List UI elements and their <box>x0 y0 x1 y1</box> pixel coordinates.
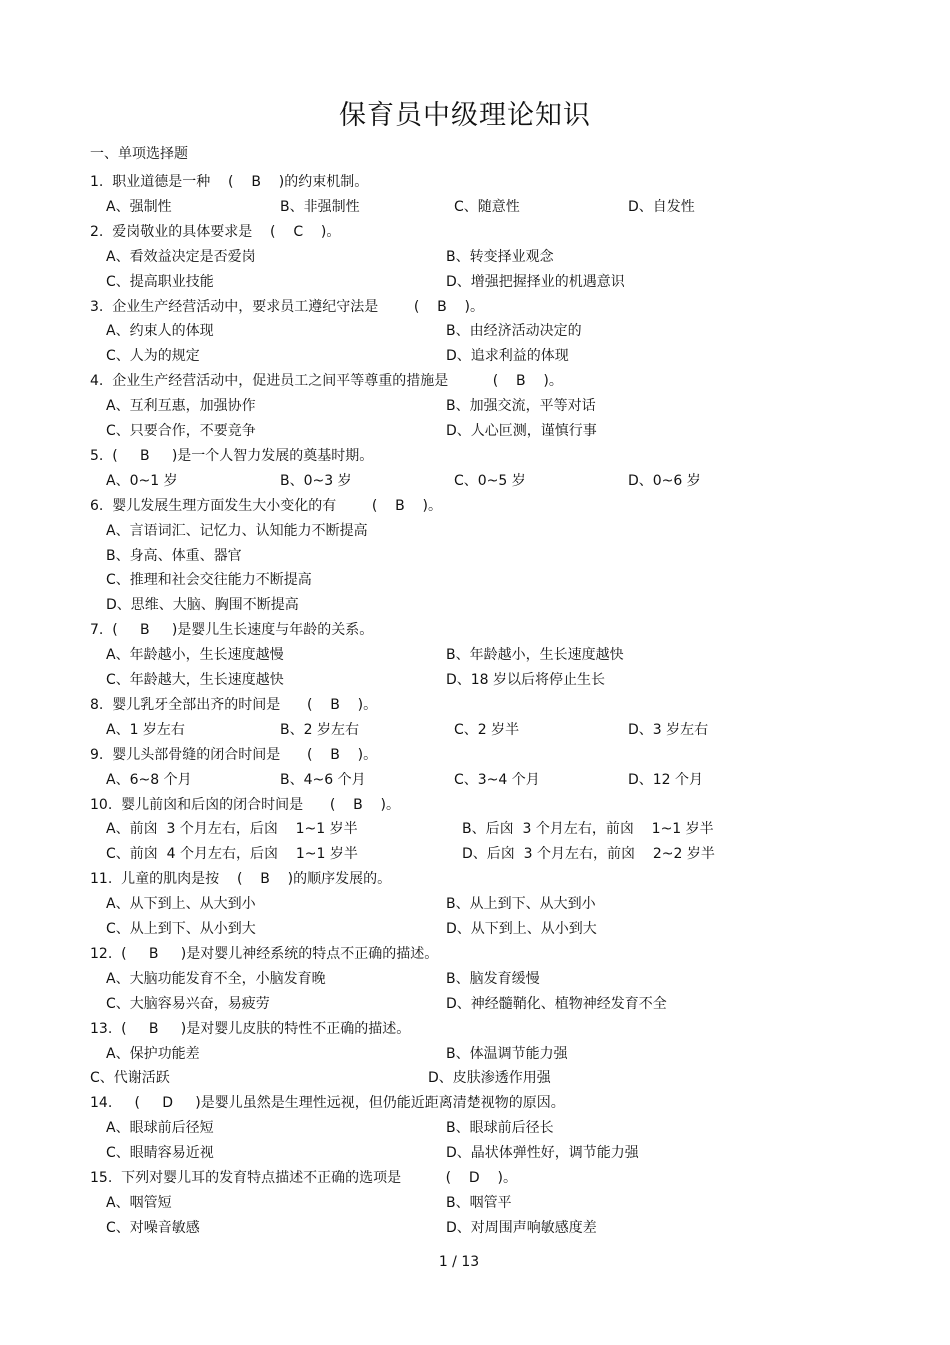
option: C、眼睛容易近视 <box>106 1145 214 1162</box>
option: A、眼球前后径短 <box>106 1120 214 1137</box>
option: D、晶状体弹性好，调节能力强 <box>446 1145 639 1162</box>
option: B、从上到下、从大到小 <box>446 896 596 913</box>
option: A、0~1 岁 <box>106 472 178 489</box>
option: C、前囟 4 个月左右，后囟 1~1 岁半 <box>106 846 358 863</box>
page-number: 1 / 13 <box>438 1254 480 1270</box>
option: D、0~6 岁 <box>628 472 701 489</box>
option: D、后囟 3 个月左右，前囟 2~2 岁半 <box>462 846 715 863</box>
question-stem: 8. 婴儿乳牙全部出齐的时间是 ( B )。 <box>90 696 378 713</box>
option: B、眼球前后径长 <box>446 1120 554 1137</box>
option: B、加强交流，平等对话 <box>446 398 596 415</box>
question-stem: 7. ( B )是婴儿生长速度与年龄的关系。 <box>90 622 374 639</box>
option: D、从下到上、从小到大 <box>446 921 597 937</box>
option: B、体温调节能力强 <box>446 1045 568 1062</box>
option: B、0~3 岁 <box>280 472 352 489</box>
option: C、3~4 个月 <box>454 771 540 788</box>
option: C、只要合作，不要竞争 <box>106 423 256 439</box>
option: B、脑发育缓慢 <box>446 970 540 987</box>
option: A、前囟 3 个月左右，后囟 1~1 岁半 <box>106 821 358 838</box>
question-stem: 5. ( B )是一个人智力发展的奠基时期。 <box>90 447 374 464</box>
question-stem: 13. ( B )是对婴儿皮肤的特性不正确的描述。 <box>90 1020 411 1037</box>
option: C、代谢活跃 <box>90 1070 170 1087</box>
option: A、互利互惠，加强协作 <box>106 398 256 415</box>
option: D、皮肤渗透作用强 <box>428 1070 551 1087</box>
option: B、2 岁左右 <box>280 721 359 738</box>
option: C、提高职业技能 <box>106 273 214 290</box>
option: A、强制性 <box>106 198 172 215</box>
option: B、非强制性 <box>280 198 360 215</box>
option: C、2 岁半 <box>454 721 520 738</box>
option: C、推理和社会交往能力不断提高 <box>106 572 312 589</box>
question-stem: 6. 婴儿发展生理方面发生大小变化的有 ( B )。 <box>90 497 442 514</box>
option: C、大脑容易兴奋，易疲劳 <box>106 995 270 1012</box>
option: B、由经济活动决定的 <box>446 323 582 340</box>
option: C、从上到下、从小到大 <box>106 921 256 937</box>
option: A、年龄越小，生长速度越慢 <box>106 647 284 664</box>
question-stem: 10. 婴儿前囟和后囟的闭合时间是 ( B )。 <box>90 796 400 813</box>
question-stem: 15. 下列对婴儿耳的发育特点描述不正确的选项是 ( D )。 <box>90 1170 517 1186</box>
option: A、大脑功能发育不全，小脑发育晚 <box>106 970 326 987</box>
option: B、年龄越小，生长速度越快 <box>446 647 624 664</box>
option: D、12 个月 <box>628 771 704 788</box>
option: A、言语词汇、记忆力、认知能力不断提高 <box>106 522 368 539</box>
section-heading: 一、单项选择题 <box>90 146 188 162</box>
option: A、咽管短 <box>106 1194 172 1211</box>
option: C、随意性 <box>454 198 520 215</box>
option: D、对周围声响敏感度差 <box>446 1219 597 1236</box>
option: C、0~5 岁 <box>454 472 526 489</box>
option: D、3 岁左右 <box>628 721 709 738</box>
option: B、身高、体重、器官 <box>106 547 242 564</box>
option: A、保护功能差 <box>106 1045 200 1062</box>
option: A、从下到上、从大到小 <box>106 896 256 913</box>
option: D、增强把握择业的机遇意识 <box>446 273 625 290</box>
question-stem: 2. 爱岗敬业的具体要求是 ( C )。 <box>90 223 341 240</box>
option: D、自发性 <box>628 198 695 215</box>
option: C、人为的规定 <box>106 348 200 365</box>
question-stem: 3. 企业生产经营活动中，要求员工遵纪守法是 ( B )。 <box>90 298 484 315</box>
question-stem: 14. ( D )是婴儿虽然是生理性远视，但仍能近距离清楚视物的原因。 <box>90 1095 565 1112</box>
option: C、对噪音敏感 <box>106 1219 200 1236</box>
option: D、追求利益的体现 <box>446 348 569 365</box>
question-stem: 12. ( B )是对婴儿神经系统的特点不正确的描述。 <box>90 945 439 962</box>
question-stem: 1. 职业道德是一种 ( B )的约束机制。 <box>90 174 369 190</box>
question-stem: 11. 儿童的肌肉是按 ( B )的顺序发展的。 <box>90 871 392 888</box>
option: A、看效益决定是否爱岗 <box>106 248 256 265</box>
option: D、神经髓鞘化、植物神经发育不全 <box>446 995 667 1012</box>
question-stem: 9. 婴儿头部骨缝的闭合时间是 ( B )。 <box>90 746 378 763</box>
option: D、18 岁以后将停止生长 <box>446 672 606 688</box>
option: B、4~6 个月 <box>280 771 366 788</box>
option: B、转变择业观念 <box>446 248 554 265</box>
option: D、人心叵测，谨慎行事 <box>446 423 597 439</box>
option: C、年龄越大，生长速度越快 <box>106 672 284 688</box>
option: A、1 岁左右 <box>106 721 185 738</box>
option: A、6~8 个月 <box>106 771 192 788</box>
option: D、思维、大脑、胸围不断提高 <box>106 597 299 614</box>
page-title: 保育员中级理论知识 <box>339 100 591 131</box>
option: A、约束人的体现 <box>106 323 214 340</box>
option: B、后囟 3 个月左右，前囟 1~1 岁半 <box>462 821 714 838</box>
question-stem: 4. 企业生产经营活动中，促进员工之间平等尊重的措施是 ( B )。 <box>90 373 563 390</box>
option: B、咽管平 <box>446 1194 512 1211</box>
